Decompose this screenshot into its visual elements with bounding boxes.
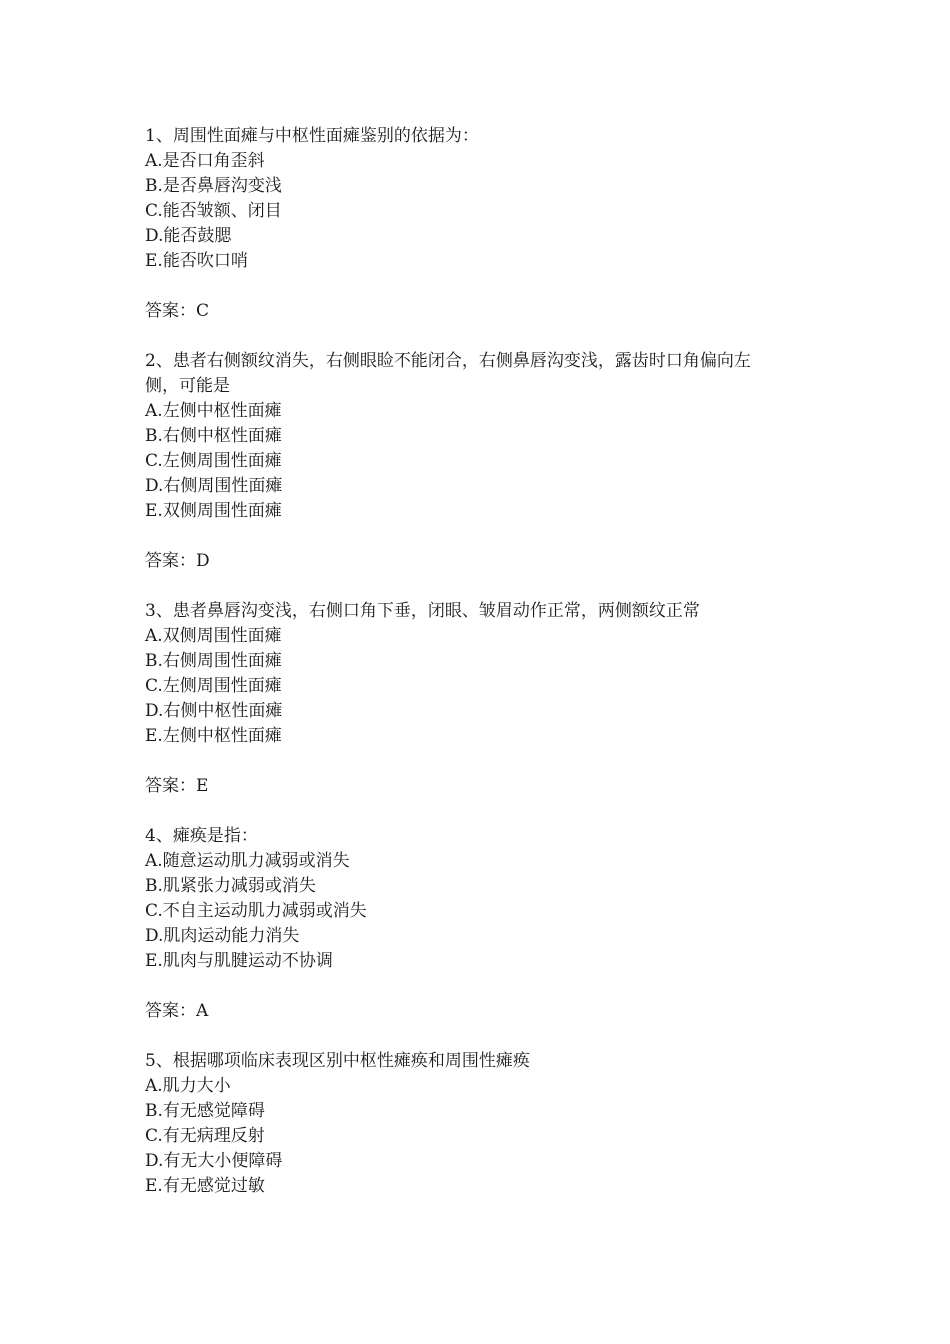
option-a: A.双侧周围性面瘫 — [145, 626, 282, 646]
option-d: D.肌肉运动能力消失 — [145, 926, 300, 946]
question-stem: 3、患者鼻唇沟变浅，右侧口角下垂，闭眼、皱眉动作正常，两侧额纹正常 — [145, 601, 700, 621]
question-stem: 4、瘫痪是指： — [145, 826, 258, 846]
option-b: B.肌紧张力减弱或消失 — [145, 876, 316, 896]
option-e: E.左侧中枢性面瘫 — [145, 726, 282, 746]
answer-line: 答案：D — [145, 551, 210, 571]
question-1 — [145, 124, 825, 349]
option-d: D.有无大小便障碍 — [145, 1151, 283, 1171]
option-e: E.双侧周围性面瘫 — [145, 501, 282, 521]
document-page — [145, 124, 825, 1199]
option-e: E.肌肉与肌腱运动不协调 — [145, 951, 333, 971]
option-a: A.是否口角歪斜 — [145, 151, 265, 171]
option-b: B.右侧周围性面瘫 — [145, 651, 282, 671]
question-2 — [145, 349, 825, 599]
option-c: C.左侧周围性面瘫 — [145, 676, 282, 696]
option-d: D.能否鼓腮 — [145, 226, 232, 246]
answer-line: 答案：E — [145, 776, 209, 796]
question-stem: 1、周围性面瘫与中枢性面瘫鉴别的依据为： — [145, 126, 479, 146]
option-d: D.右侧中枢性面瘫 — [145, 701, 283, 721]
option-e: E.能否吹口哨 — [145, 251, 248, 271]
question-4 — [145, 824, 825, 1049]
option-b: B.右侧中枢性面瘫 — [145, 426, 282, 446]
answer-line: 答案：A — [145, 1001, 209, 1021]
option-c: C.能否皱额、闭目 — [145, 201, 282, 221]
option-d: D.右侧周围性面瘫 — [145, 476, 283, 496]
question-5 — [145, 1049, 825, 1199]
question-stem-continued: 侧，可能是 — [145, 376, 230, 396]
answer-line: 答案：C — [145, 301, 210, 321]
option-a: A.左侧中枢性面瘫 — [145, 401, 282, 421]
option-a: A.肌力大小 — [145, 1076, 231, 1096]
option-c: C.有无病理反射 — [145, 1126, 265, 1146]
option-c: C.左侧周围性面瘫 — [145, 451, 282, 471]
question-stem: 2、患者右侧额纹消失，右侧眼睑不能闭合，右侧鼻唇沟变浅，露齿时口角偏向左 — [145, 351, 751, 371]
option-c: C.不自主运动肌力减弱或消失 — [145, 901, 367, 921]
question-3 — [145, 599, 825, 824]
question-stem: 5、根据哪项临床表现区别中枢性瘫痪和周围性瘫痪 — [145, 1051, 530, 1071]
option-b: B.有无感觉障碍 — [145, 1101, 265, 1121]
option-b: B.是否鼻唇沟变浅 — [145, 176, 282, 196]
option-e: E.有无感觉过敏 — [145, 1176, 265, 1196]
option-a: A.随意运动肌力减弱或消失 — [145, 851, 350, 871]
